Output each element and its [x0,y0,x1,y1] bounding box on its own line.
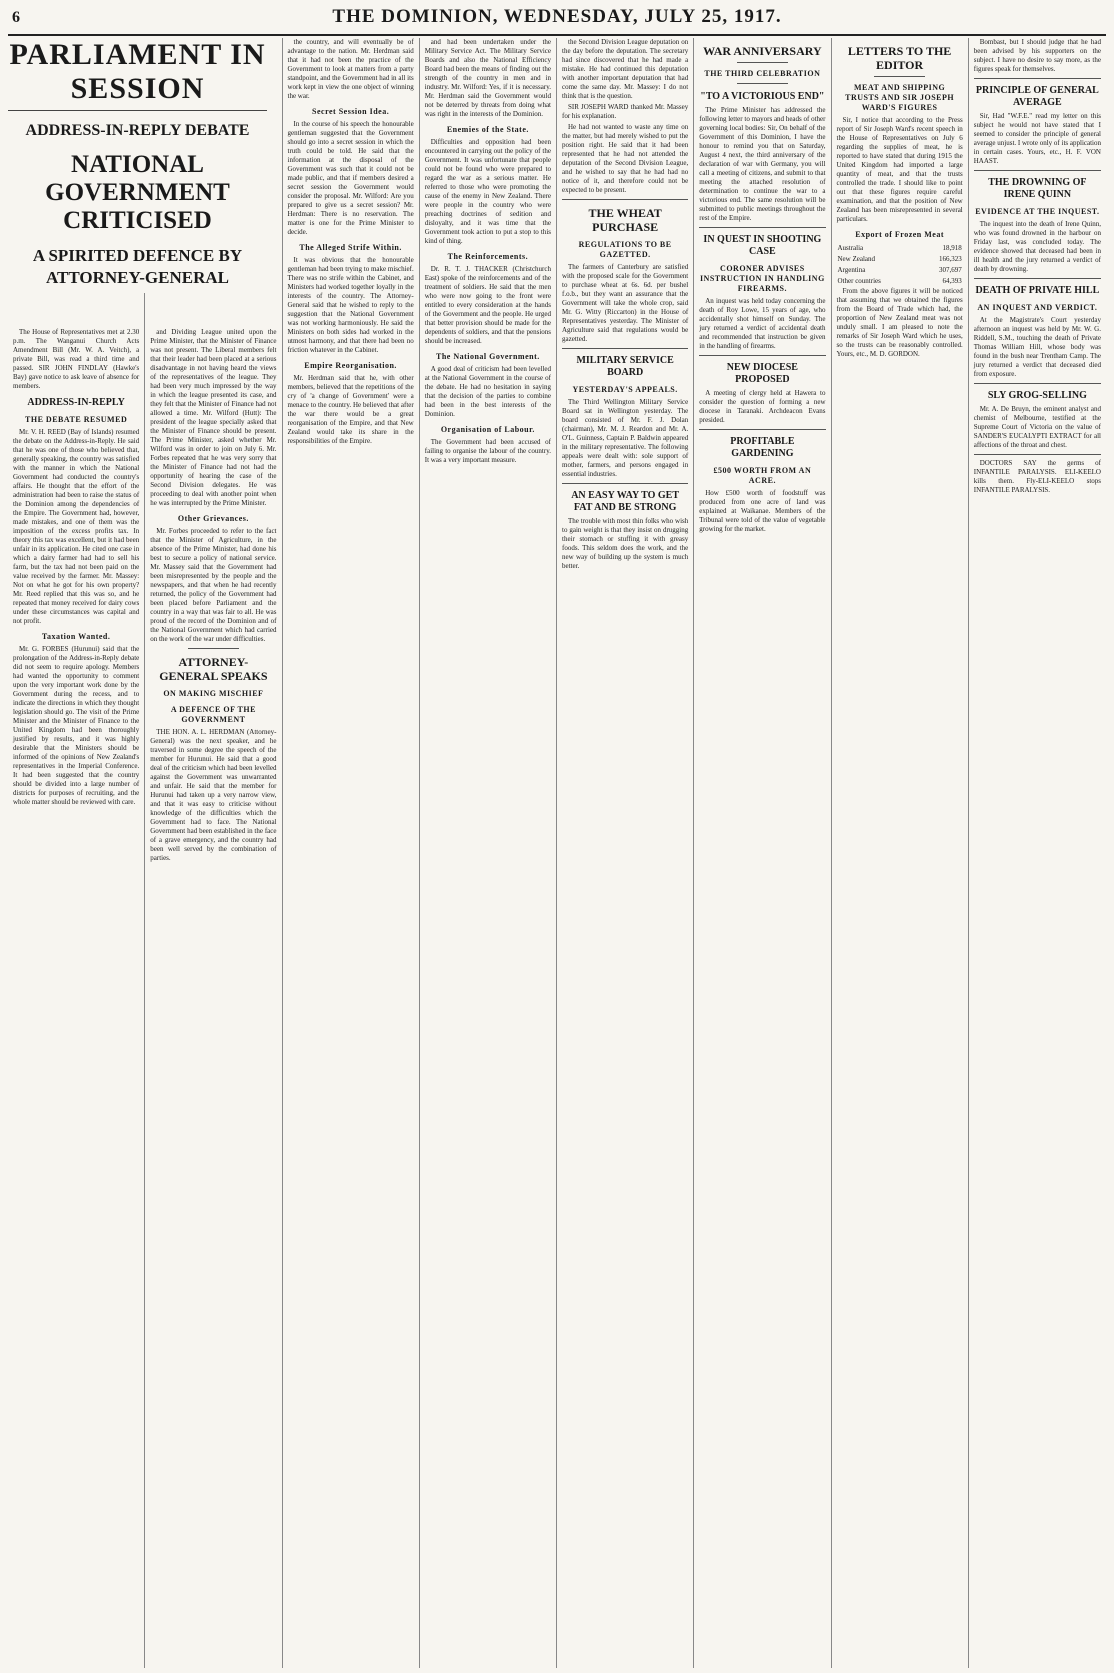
article-text: The Third Wellington Military Service Board sat in Wellington yesterday. The board consisted of Mr. F. J. Dolan (chairman), Mr. M. J. Reardon and Mr. A. O'L. Guinness, Captain P. Baldwin appeared in the military representative. The following appeals were dealt with: sole support of mother, farmers, and persons engaged in essential industries. [562,398,689,478]
subheading: £500 WORTH FROM AN ACRE. [713,466,812,485]
table-title: Export of Frozen Meat [855,230,945,239]
subheading: THE DEBATE RESUMED [25,415,128,424]
article-text: Sir, Had "W.F.E." read my letter on this subject he would not have stated that I seemed to consider the principle of general average unjust. I wrote only of its application in certain cases. Yours, etc., H. F. VON HAAST. [973,112,1101,165]
article-text: The farmers of Canterbury are satisfied with the proposed scale for the Government to purchase wheat at 6s. 6d. per bushel f.o.b., but they want an assurance that the Government will take the whole crop, said Mr. G. Witty (Riccarton) in the House of Representatives yesterday. The Minister of Agriculture said that regulations would be gazetted. [562,263,689,343]
column-6 [694,38,831,1668]
section-heading: AN EASY WAY TO GET FAT AND BE STRONG [571,490,680,513]
article-text: The inquest into the death of Irene Quinn, who was found drowned in the harbour on Friday last, was concluded today. The evidence showed that deceased had been in ill health and the jury returned a verdict of death by drowning. [973,220,1101,273]
column-3 [283,38,420,1668]
article-text: Mr. Forbes proceeded to refer to the fact that the Minister of Agriculture, in the absence of the Prime Minister, had done his best to secure a policy of national service. Mr. Massey said that the Government had been misrepresented by the people and the newspapers, and that when he had recently returned, the policy of the Government had been placed before Parliament and the country in a way that was fair to all. He was proud of the record of the Dominion and of the National Government which had carried on the work of the war under difficulties. [150,527,277,643]
article-text: and Dividing League united upon the Prime Minister, that the Minister of Finance was not present. The Liberal members felt that their leader had been placed at a serious disadvantage in not having heard the views of the representatives of the league. They had been very much impressed by the way in which the league presented its case, and they felt that the Minister of Finance had not allowed a time. Mr. Wilford (Hutt): The president of the league specially asked that the Minister of Finance should be present. The Prime Minister, asked whether Mr. Wilford was in order to join on July 6. Mr. Forbes repeated that he was very sorry that the Minister of Finance had not had the opportunity of hearing the case of the Second Division delegates. He was proceeding to deal with another point when he was interrupted by the Prime Minister. [150,328,277,507]
article-text: Mr. Herdman said that he, with other members, believed that the repetitions of the cry of 'a change of Government' were a menace to the country. He believed that after the war there would be a great reorganisation of the Empire, and that New Zealand would take its share in the responsibilities of the Empire. [287,374,414,445]
article-text: From the above figures it will be noticed that assuming that we obtained the figures from the Board of Trade which had, the proportion of New Zealand meat was not unduly small. I am pleased to note the remarks of Sir Joseph Ward which he uses, so the trusts can be reasonably controlled. Yours, etc., M. D. GORDON. [836,287,963,358]
section-heading: PROFITABLE GARDENING [730,436,795,459]
subheading: Secret Session Idea. [312,107,390,116]
subheading-quote: "TO A VICTORIOUS END" [700,91,825,102]
sub-headline-deck: A SPIRITED DEFENCE BY ATTORNEY-GENERAL [32,246,243,287]
sub-headline-large: NATIONAL GOVERNMENT CRITICISED [45,151,230,234]
subheading: YESTERDAY'S APPEALS. [572,385,678,394]
subheading: ON MAKING MISCHIEF [163,689,264,698]
section-heading: WAR ANNIVERSARY [703,44,822,58]
article-text: At the Magistrate's Court yesterday afternoon an inquest was held by Mr. W. G. Riddell, S.M., touching the death of Private Thomas William Hill, whose body was found in the bush near Trentham Camp. The jury returned a verdict that deceased died from exposure. [973,316,1101,378]
table-row: New Zealand 166,323 [837,255,962,263]
article-text: The Government had been accused of failing to organise the labour of the country. It was a very important measure. [424,438,551,464]
article-text: A good deal of criticism had been levelled at the National Government in the course of the debate. He had no hesitation in saying that the decision of the parties to combine had been in the best interests of the Dominion. [424,365,551,418]
article-text: A meeting of clergy held at Hawera to consider the question of forming a new diocese in Taranaki. Archdeacon Evans presided. [699,389,826,424]
section-heading: THE DROWNING OF IRENE QUINN [988,177,1087,200]
article-text: Difficulties and opposition had been encountered in carrying out the policy of the Government. It was unfortunate that people could not be found who were prepared to regard the war as a serious matter. He referred to those who were promoting the cause of the enemy in New Zealand. There were people in the country who were preaching doctrines of sedition and disloyalty, and it was time that the Government took action to put a stop to this kind of thing. [424,138,551,245]
subheading: REGULATIONS TO BE GAZETTED. [578,240,672,259]
section-heading: MILITARY SERVICE BOARD [576,355,674,378]
subheading: Other Grievances. [177,514,249,523]
subheading: EVIDENCE AT THE INQUEST. [975,207,1100,216]
article-text: Sir, I notice that according to the Press report of Sir Joseph Ward's recent speech in the House of Representatives on July 6 regarding the supplies of meat, he is reported to have stated that during 1915 the United Kingdom had imported a large quantity of meat, and that the trusts controlled the trade. I should like to point out that these figures require careful examination, and that the position of New Zealand has been misrepresented in several particulars. [836,116,963,223]
article-text: In the course of his speech the honourable gentleman suggested that the Government should go into a secret session in which the truth could be told. He said that the information at the disposal of the Government was such that it could not be made public, and that if members desired a secret session the Government would consider the proposal. Mr. Wilford: Are you prepared to give us a secret session? Mr. Herdman: There is no reservation. The matter is one for the Prime Minister to decide. [287,120,414,236]
article-text: It was obvious that the honourable gentleman had been trying to make mischief. There was no strife within the Cabinet, and Ministers had worked together loyally in the interests of the country. The Attorney-General said that he wished to reply to the suggestion that the National Government was not working harmoniously. He said the Ministers on both sides had worked in the utmost harmony, and that there had been no friction whatever in the Cabinet. [287,256,414,354]
subheading: AN INQUEST AND VERDICT. [977,303,1098,312]
section-heading: IN QUEST IN SHOOTING CASE [703,234,822,257]
section-heading: NEW DIOCESE PROPOSED [726,362,798,385]
article-text: Mr. A. De Bruyn, the eminent analyst and chemist of Melbourne, testified at the Supreme Court of Victoria on the value of SANDER'S EUCALYPTI EXTRACT for all affections of the throat and chest. [973,405,1101,449]
article-text: How £500 worth of foodstuff was produced from one acre of land was explained at Waikanae. Members of the Tribunal were told of the value of vegetable growing for the market. [699,489,826,533]
subheading: Empire Reorganisation. [304,361,397,370]
section-heading: LETTERS TO THE EDITOR [847,44,952,72]
table-row: Other countries 64,393 [837,277,962,285]
subheading: A DEFENCE OF THE GOVERNMENT [170,705,256,724]
article-text: the Second Division League deputation on the day before the deputation. The secretary had since discovered that he had made a mistake. He had continued this deputation with another important deputation that had come the same day. Mr. Massey: I do not think that is the question. [562,38,689,100]
table-row: Argentina 307,697 [837,266,962,274]
table-row: Australia 18,918 [837,244,962,252]
article-text: The House of Representatives met at 2.30 p.m. The Wanganui Church Acts Amendment Bill (Mr. W. A. Veitch), a private Bill, was read a third time and passed. SIR JOHN FINDLAY (Hawke's Bay) gave notice to ask leave of absence for members. [13,328,140,390]
subheading: The Reinforcements. [447,252,529,261]
subheading: The Alleged Strife Within. [299,243,402,252]
page-number: 6 [12,9,20,26]
section-heading: ATTORNEY-GENERAL SPEAKS [159,655,268,683]
lead-headline-block [8,38,267,293]
subheading: Taxation Wanted. [41,632,111,641]
export-table [837,243,963,287]
article-text: Mr. V. H. REED (Bay of Islands) resumed the debate on the Address-in-Reply. He said that he was one of those who believed that, generally speaking, the country was satisfied with the manner in which the National Government had conducted the country's affairs. He thought that the effort of the administration had been to raise the status of the Dominion among the dependencies of the Empire. The Government had, however, made mistakes, and one of them was the imposition of the excess profits tax. In theory this tax was excellent, but it had been unfair in its application. He cited one case in which a dairy farmer had had to sell his farm, but the tax had not been paid on the value received by the farmer. Mr. Massey: Not on what he got for his own property? Mr. Reed replied that this was so, and he repeated that money received for dairy cows under these circumstances was capital and not profit. [13,428,140,625]
article-text: Mr. G. FORBES (Hurunui) said that the prolongation of the Address-in-Reply debate did not seem to require apology. Members had wanted the opportunity to comment upon the very important work done by the Government during the recess, and to indicate the directions in which they thought legislation should go. The visit of the Prime Minister and the Minister of Finance to the United Kingdom had been thoroughly justified by results, and it was highly desirable that the Ministers should be informed of the opinions of New Zealand's representatives in the Imperial Conference. It had been suggested that the country should be divided into a large number of districts for purposes of recruiting, and the whole matter should be reviewed with care. [13,645,140,806]
section-heading: PRINCIPLE OF GENERAL AVERAGE [975,85,1099,108]
subheading: THE THIRD CELEBRATION [704,69,821,78]
subheading: MEAT AND SHIPPING TRUSTS AND SIR JOSEPH WARD'S FIGURES [845,83,955,112]
newspaper-title: THE DOMINION, WEDNESDAY, JULY 25, 1917. [332,6,782,27]
subheading: The National Government. [435,352,540,361]
column-4 [420,38,557,1668]
section-heading: THE WHEAT PURCHASE [588,206,662,234]
article-text: The trouble with most thin folks who wish to gain weight is that they insist on drugging their stomach or stuffing it with greasy foods. This seldom does the work, and the new way of building up the system is much better. [562,517,689,570]
section-heading: ADDRESS-IN-REPLY [27,397,125,408]
article-text: the country, and will eventually be of advantage to the nation. Mr. Herdman said that it had not been the practice of the Government to look at matters from a party standpoint, and the Government had in all its work kept in view the one object of winning the war. [287,38,414,100]
subheading: CORONER ADVISES INSTRUCTION IN HANDLING FIREARMS. [699,264,825,293]
article-text: Dr. R. T. J. THACKER (Christchurch East) spoke of the reinforcements and of the treatment of soldiers. He said that the men who were now going to the front were entitled to every consideration at the hands of the Government and the people. He urged that better provision should be made for the dependents of soldiers, and that the pensions should be increased. [424,265,551,345]
article-text: THE HON. A. L. HERDMAN (Attorney-General) was the next speaker, and he traversed in some degree the speech of the member for Hurunui. He said that a good deal of the criticism which had been levelled against the Government was unwarranted and unfair. He said that the member for Hurunui had taken up a very narrow view, and that it was easy to criticise without knowledge of the difficulties which the Government had to face. The National Government had been established in the face of a grave emergency, and the country had been well served by the combination of parties. [150,728,277,862]
column-5 [557,38,694,1668]
column-7 [832,38,969,1668]
article-text: and had been undertaken under the Military Service Act. The Military Service Boards and also the National Efficiency Board had been the means of finding out the strength of the country in men and in industry. Mr. Wilford: Yes, if it is necessary. Mr. Herdman said the Government would not be deterred by threats from doing what was right in the interests of the Dominion. [424,38,551,118]
section-heading: DEATH OF PRIVATE HILL [975,285,1100,296]
article-text: Bombast, but I should judge that he had been advised by his supporters on the subject. I have no desire to say more, as the figures speak for themselves. [973,38,1101,73]
section-heading: SLY GROG-SELLING [987,390,1087,401]
article-text: The Prime Minister has addressed the following letter to mayors and heads of other governing local bodies: Sir, On behalf of the Government of this Dominion, I have the honour to remind you that on Saturday, August 4 next, the third anniversary of the declaration of war with Germany, you will call a meeting of citizens, and submit to that meeting the attached resolution of determination to continue the war to a victorious end. The same resolution will be submitted to public meetings throughout the rest of the Empire. [699,106,826,222]
article-text: An inquest was held today concerning the death of Roy Lowe, 15 years of age, who accidentally shot himself on Sunday. The jury returned a verdict of accidental death and recommended that instruction be given in the handling of firearms. [699,297,826,350]
main-headline: PARLIAMENT IN SESSION [8,38,267,111]
article-text: He had not wanted to waste any time on the matter, but had merely wished to put the position right. He said that it had been represented that he had not attended the deputation of the Second Division League, and he wished to say that he had had no notice of it, and therefore could not be expected to be present. [562,123,689,194]
subheading: Enemies of the State. [446,125,529,134]
advertisement: DOCTORS SAY the germs of INFANTILE PARALYSIS. ELI-KEELO kills them. Fly-ELI-KEELO stops INFANTILE PARALYSIS. [973,459,1101,494]
column-8 [969,38,1106,1668]
masthead [8,0,1106,36]
sub-headline: ADDRESS-IN-REPLY DEBATE [25,122,250,139]
subheading: Organisation of Labour. [440,425,535,434]
article-text: SIR JOSEPH WARD thanked Mr. Massey for his explanation. [562,103,689,120]
